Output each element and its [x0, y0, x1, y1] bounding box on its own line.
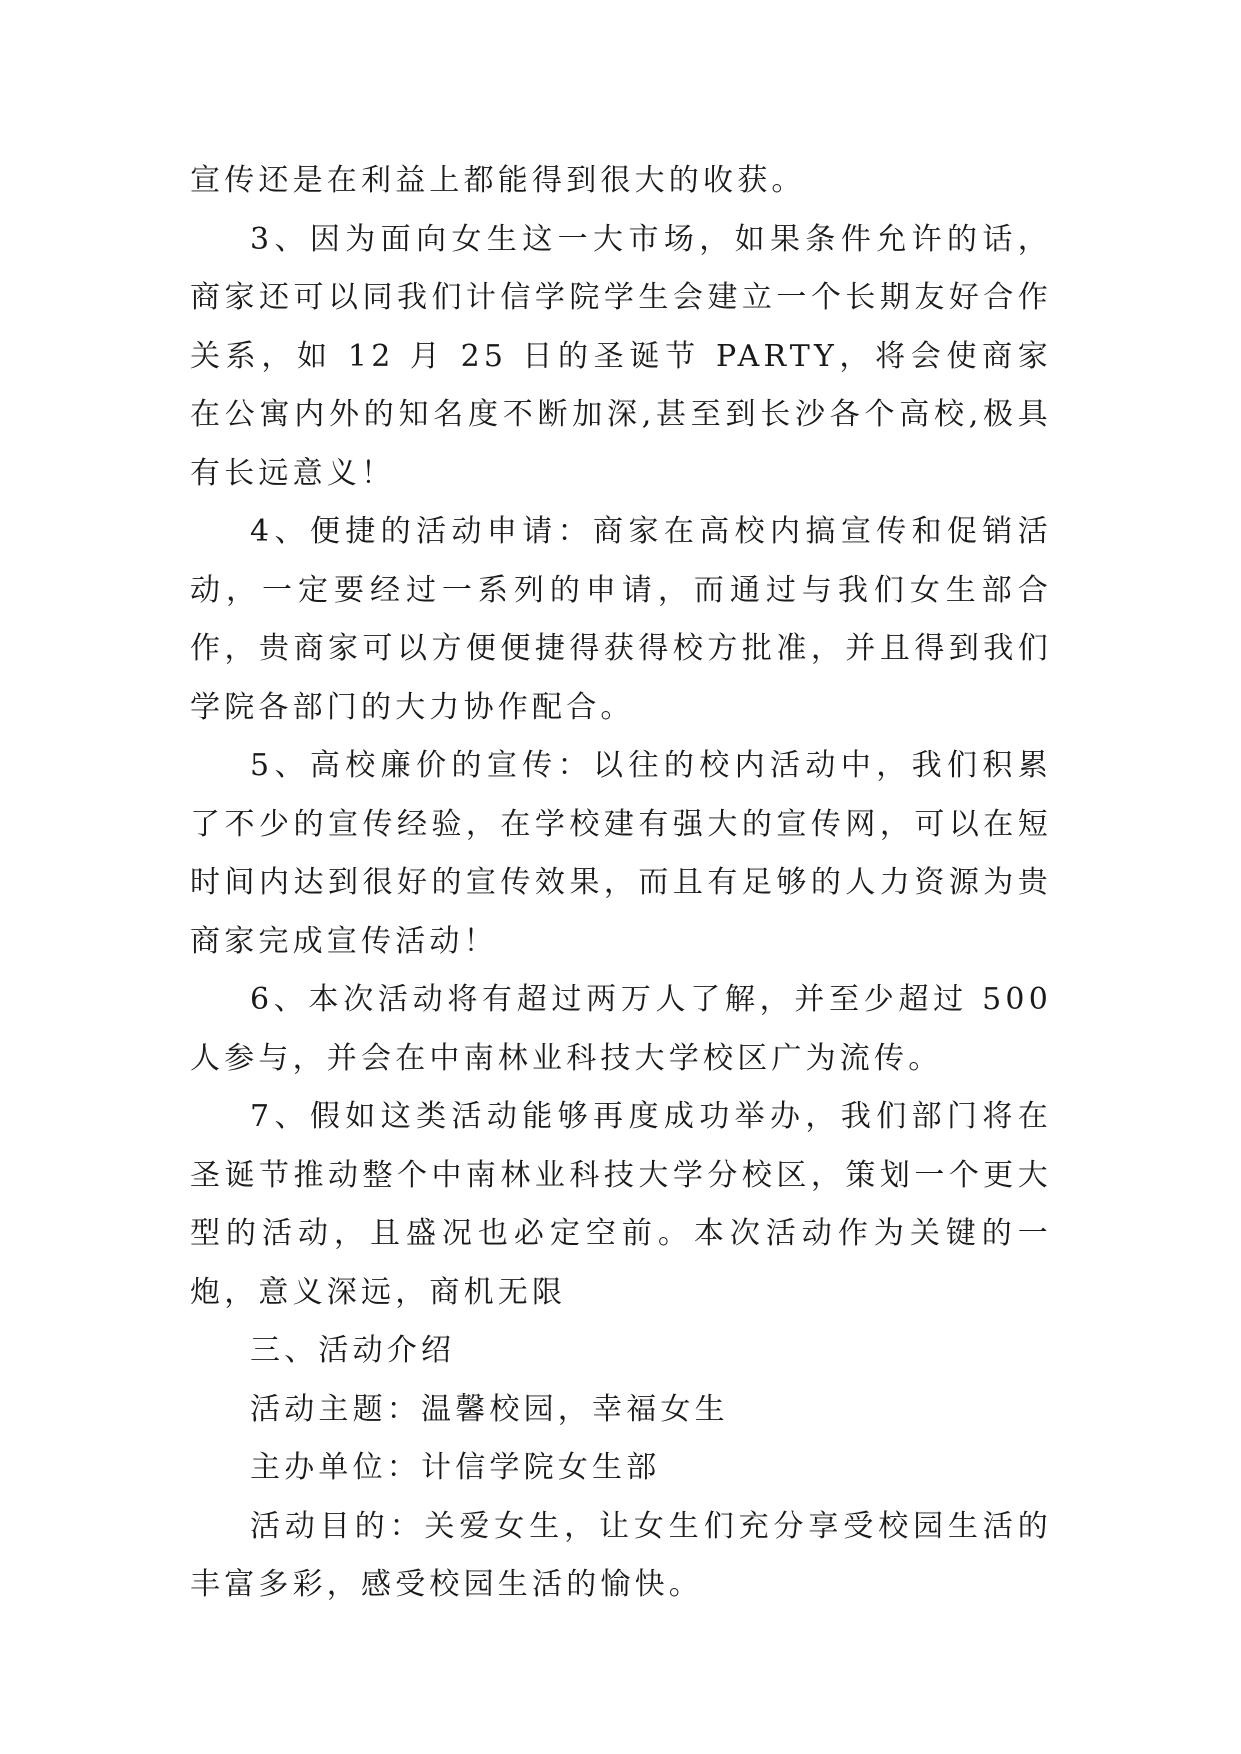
activity-theme: 活动主题：温馨校园，幸福女生	[250, 1391, 729, 1427]
paragraph-item-4: 4、便捷的活动申请：商家在高校内搞宣传和促销活动，一定要经过一系列的申请，而通过与我们女生部合作，贵商家可以方便便捷得获得校方批准，并且得到我们学院各部门的大力协作配合。	[190, 514, 1052, 725]
paragraph-item-7: 7、假如这类活动能够再度成功举办，我们部门将在圣诞节推动整个中南林业科技大学分校区，策划一个更大型的活动，且盛况也必定空前。本次活动作为关键的一炮，意义深远，商机无限	[190, 1099, 1052, 1310]
activity-purpose: 活动目的：关爱女生，让女生们充分享受校园生活的丰富多彩，感受校园生活的愉快。	[190, 1508, 1052, 1602]
paragraph-item-3: 3、因为面向女生这一大市场，如果条件允许的话，商家还可以同我们计信学院学生会建立一个长期友好合作关系，如 12 月 25 日的圣诞节 PARTY，将会使商家在公寓内外的知名度不断加深,甚至到长沙各个高校,极具有长远意义！	[190, 221, 1052, 491]
section-heading: 三、活动介绍	[250, 1333, 456, 1368]
organizer: 主办单位：计信学院女生部	[250, 1450, 661, 1485]
document-body	[190, 152, 1052, 1615]
paragraph-item-6: 6、本次活动将有超过两万人了解，并至少超过 500 人参与，并会在中南林业科技大学校区广为流传。	[190, 982, 1052, 1076]
paragraph-continuation: 宣传还是在利益上都能得到很大的收获。	[190, 163, 806, 198]
paragraph-item-5: 5、高校廉价的宣传：以往的校内活动中，我们积累了不少的宣传经验，在学校建有强大的宣传网，可以在短时间内达到很好的宣传效果，而且有足够的人力资源为贵商家完成宣传活动！	[190, 748, 1052, 959]
